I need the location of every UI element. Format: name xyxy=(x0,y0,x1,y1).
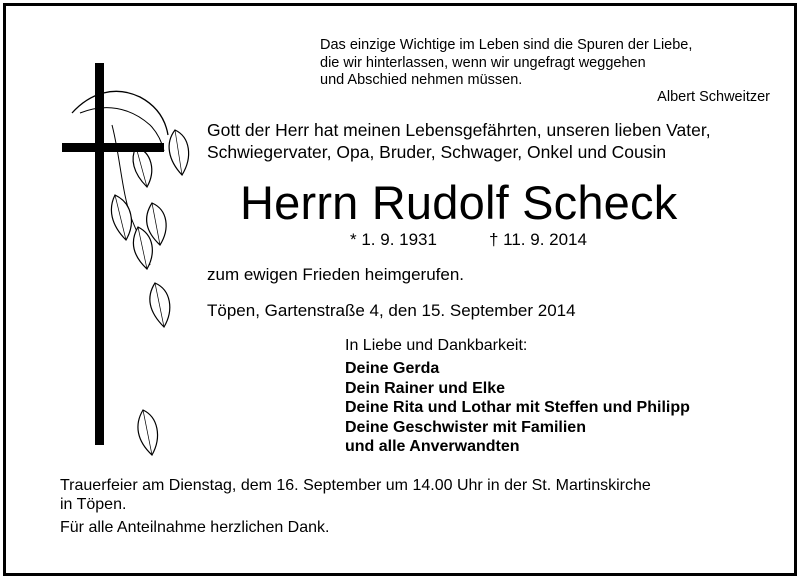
birth-date: * 1. 9. 1931 xyxy=(350,230,437,249)
peace-text: zum ewigen Frieden heimgerufen. xyxy=(207,265,465,284)
service-info xyxy=(60,476,651,514)
intro-line: Gott der Herr hat meinen Lebensgefährten, unseren lieben Vater, xyxy=(207,120,711,140)
mourner-line: Deine Rita und Lothar mit Steffen und Philipp xyxy=(345,399,690,416)
quote-line: und Abschied nehmen müssen. xyxy=(320,72,523,88)
place-date: Töpen, Gartenstraße 4, den 15. September 2014 xyxy=(207,301,576,320)
service-line: Trauerfeier am Dienstag, dem 16. September um 14.00 Uhr in der St. Martinskirche xyxy=(60,477,651,494)
cross-with-birch-branch-icon xyxy=(50,55,200,465)
final-thanks: Für alle Anteilnahme herzlichen Dank. xyxy=(60,519,330,536)
deceased-name: Herrn Rudolf Scheck xyxy=(240,176,678,229)
mourner-line: Dein Rainer und Elke xyxy=(345,379,506,397)
mourners-list xyxy=(345,359,690,457)
death-date: † 11. 9. 2014 xyxy=(488,230,587,249)
life-dates xyxy=(350,230,587,250)
quote-line: Das einzige Wichtige im Leben sind die Spuren der Liebe, xyxy=(320,37,693,53)
intro-line: Schwiegervater, Opa, Bruder, Schwager, Onkel und Cousin xyxy=(207,141,667,162)
mourner-line: Deine Geschwister mit Familien xyxy=(345,418,586,436)
thanks-label: In Liebe und Dankbarkeit: xyxy=(345,337,528,354)
mourner-line: und alle Anverwandten xyxy=(345,438,520,455)
intro-text xyxy=(207,120,711,163)
quote-line: die wir hinterlassen, wenn wir ungefragt weggehen xyxy=(320,54,646,71)
service-line: in Töpen. xyxy=(60,496,127,513)
quote-author: Albert Schweitzer xyxy=(657,89,770,105)
quote-block xyxy=(320,37,692,90)
mourner-line: Deine Gerda xyxy=(345,360,440,377)
